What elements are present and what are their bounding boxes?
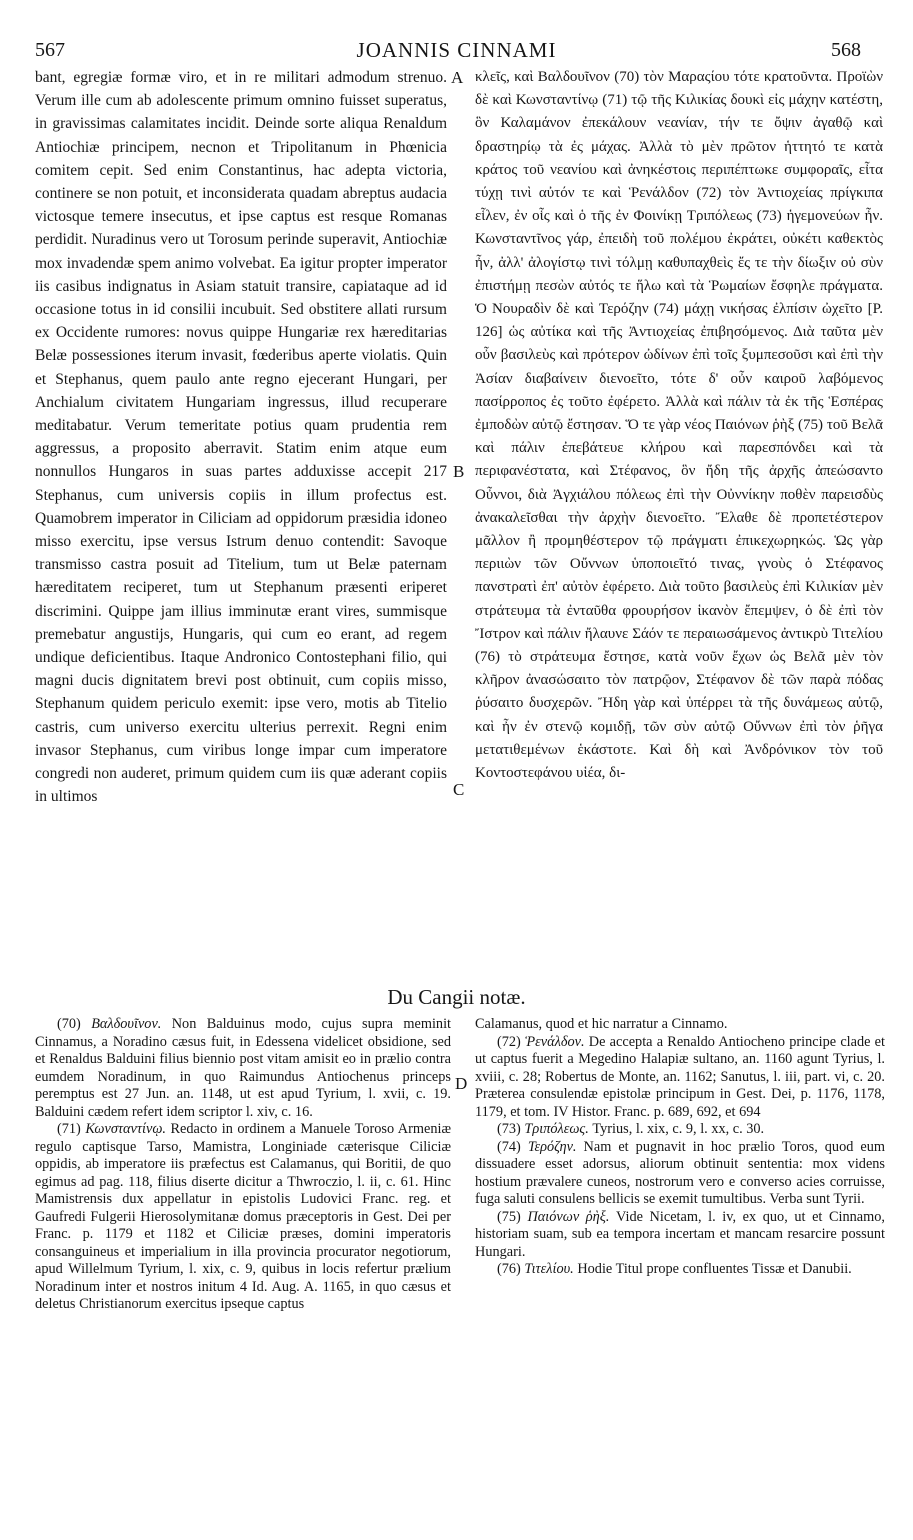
running-title: JOANNIS CINNAMI: [356, 38, 557, 62]
note-text: Redacto in ordinem a Manuele Toroso Armeniæ regulo captisque Tarso, Mamistra, Longiniade cæterisque Ciliciæ oppidis, ab imperatore iis præfectus est Calamanus, qui Boritii, de quo egimus ad pag. 118, filius diserte dicitur a Thwroczio, l. ii, c. 61. Hinc Mamistrensis dux appellatur in epistolis Ludovici Franc. reg. et Gaufredi Fulgerii Hierosolymitanæ domus præceptoris in Gest. Dei per Franc. p. 1179 et 1182 et Ciliciæ præses, domini imperatoris consanguineus et imperialium in illa provincia procurator negotiorum, apud Willelmum Tyrium, l. xix, c. 9, quibus in locis refertur prælium Noradinum inter et nostros initum 4 Id. Aug. A. 1165, in quo cæsus et deletus Christianorum exercitus ipseque captus: [35, 1121, 451, 1312]
note-70: [35, 1016, 451, 1121]
note-number: (72): [497, 1033, 521, 1050]
note-72: [475, 1034, 885, 1122]
note-text: Tyrius, l. xix, c. 9, l. xx, c. 30.: [592, 1121, 765, 1137]
note-number: (73): [497, 1121, 521, 1137]
note-lemma: Τιτελίου.: [524, 1261, 574, 1277]
note-text: Hodie Titul prope confluentes Tissæ et Danubii.: [577, 1261, 852, 1277]
note-number: (74): [497, 1138, 521, 1155]
greek-text-column: [475, 66, 883, 785]
note-text: De accepta a Renaldo Antiocheno principe clade et ut captus fuerit a Megedino Halapiæ sultano, an. 1160 agunt Tyrius, l. xviii, c. 28; Robertus de Monte, an. 1162; Sanutus, l. iii, part. vi, c. 20. Præterea consulendæ epistolæ principum in Gest. Dei, p. 1176, 1178, 1179, et tom. IV Histor. Franc. p. 689, 692, et 694: [475, 1033, 885, 1120]
greek-text: κλεῖς, καὶ Βαλδουῖνον (70) τὸν Μαραςίου τότε κρατοῦντα. Προϊὼν δὲ καὶ Κωνσταντίνῳ (71) τῷ τῆς Κιλικίας δουκὶ εἰς μάχην κατέστη, ὃν Καλαμάνον ἐπεκάλουν νεανίαν, τήν τε ὄψιν ἀγαθῷ καὶ δραστηρίῳ τὰ ἐς μάχας. Ἀλλὰ τὸ μὲν πρῶτον ἡττητό τε κατὰ κράτος τοῦ νεανίου καὶ ἀνηκέστοις περιπέπτωκε συμφοραῖς, εἶτα τύχῃ τινὶ αὐτόν τε καὶ Ῥενάλδον (72) τὸν Ἀντιοχείας πρίγκιπα εἷλεν, ἐν οἷς καὶ ὁ τῆς ἐν Φοινίκῃ Τριπόλεως (73) ἡγεμονεύων ἦν. Κωνσταντῖνος γάρ, ἐπειδὴ τοῦ πολέμου ἐκράτει, οὐκέτι καθεκτὸς ἦν, ἀλλ' ἀλογίστῳ τινὶ τόλμῃ καθυπαχθεὶς ἔς τε τὴν δίωξιν οὐ σὺν ἐπιστήμῃ πεσὼν αὐτός τε ἥλω καὶ τὰ Ῥωμαίων ἔσφηλε πράγματα. Ὁ Νουραδὶν δὲ καὶ Τερόζην (74) μάχῃ νικήσας ἐλπίσιν ὠχεῖτο [P. 126] ὡς αὐτίκα καὶ τῆς Ἀντιοχείας ἐπιβησόμενος. Διὰ ταῦτα μὲν οὖν βασιλεὺς καὶ πρότερον ὠδίνων ἐπὶ τοῖς ξυμπεσοῦσι καὶ ἐπὶ τὴν Ἀσίαν διαβαίνειν διενοεῖτο, τότε δ' οὖν καιροῦ λαβόμενος πασίρροπος ἐς τοῦτο ἐφέρετο. Ἀλλὰ καὶ πάλιν τὰ ἐκ τῆς Ἑσπέρας ἐμποδὼν αὐτῷ ἔστησαν. Ὅ τε γὰρ νέος Παιόνων ῥὴξ (75) τοῦ Βελᾶ καὶ πάλιν ἐπεβάτευε κλήρου καὶ παρεσπόνδει καὶ τὰ περιφανέστατα, καὶ Στέφανος, ὃν ἤδη τῆς ἀρχῆς ἀπεώσαντο Οὖννοι, διὰ Ἀγχιάλου πόλεως ἐπὶ τὴν Οὐννίκην ποθὲν παρεισδὺς ἀνακαλεῖσθαι τὴν ἀρχὴν διενοεῖτο. Ἔλαθε δὲ προπετέστερον μᾶλλον ἢ προμηθέστερον τῷ πράγματι ἐπικεχωρηκώς. Ὡς γὰρ περιιὼν τῶν Οὔννων ὑποποιεῖτό τινας, γνοὺς ὁ Στέφανος πανστρατὶ ἐπ' αὐτὸν ἐφέρετο. Διὰ τοῦτο βασιλεὺς ἐπὶ Κιλικίαν μὲν στράτευμα τὰ ἐνταῦθα φρουρήσον ἱκανὸν ἔπεμψεν, ὁ δὲ ἐπὶ τὸν Ἴστρον καὶ πάλιν ἤλαυνε Σάόν τε περαιωσάμενος ἀντικρὺ Τιτελίου (76) τὸ στράτευμα ἔστησε, κατὰ νοῦν ἔχων ὡς Βελᾶ μὲν τὸν κλῆρον ἀνασώσαιτο τὸν πατρῷον, Στέφανον δὲ τῶν παρὰ πόδας ῥύσαιτο δυσχερῶν. Ἤδη γὰρ καὶ ὑπέρρει τὰ τῆς δυνάμεως αὐτῷ, καὶ ἦν ἐν στενῷ κομιδῇ, τῶν σὺν αὐτῷ Οὔννων ἐπὶ τὸν ῥῆγα μετατιθεμένων ἑκάστοτε. Καὶ δὴ καὶ Ἀνδρόνικον τὸν τοῦ Κοντοστεφάνου υἱέα, δι-: [475, 69, 883, 782]
note-lemma: Παιόνων ῥὴξ.: [527, 1208, 610, 1225]
note-number: (75): [497, 1208, 521, 1225]
note-75: [475, 1209, 885, 1262]
note-73: [475, 1121, 885, 1139]
note-lemma: Βαλδουῖνον.: [91, 1016, 162, 1032]
note-lemma: Τερόζην.: [527, 1138, 577, 1155]
note-71-continuation: [475, 1016, 885, 1034]
notes-left-column: [35, 1016, 451, 1314]
note-76: [475, 1261, 885, 1279]
note-text: Nam et pugnavit in hoc prælio Toros, quod eum dissuadere esset adorsus, aliorum obtinuit sententia: mox videns hostium prævalere cuneos, nostrorum vero e converso acies corruisse, fuga saluti consulens bellicis se exemit tumultibus. Verba sunt Tyrii.: [475, 1138, 885, 1207]
page-number-left: 567: [35, 39, 65, 61]
notes-right-column: [475, 1016, 885, 1279]
note-number: (71): [57, 1121, 81, 1137]
note-74: [475, 1139, 885, 1209]
note-lemma: Ῥενάλδον.: [525, 1033, 585, 1050]
notes-heading: Du Cangii notæ.: [387, 985, 526, 1009]
note-number: (76): [497, 1261, 521, 1277]
note-text: Vide Nicetam, l. iv, ex quo, ut et Cinnamo, historiam suam, sub ea tempora incertam et mancam resarcire possunt Hungari.: [475, 1208, 885, 1260]
latin-translation-column: [35, 66, 447, 809]
note-text: Calamanus, quod et hic narratur a Cinnamo.: [475, 1016, 728, 1032]
latin-text: bant, egregiæ formæ viro, et in re militari admodum strenuo. Verum ille cum ab adolescente primum omnino fuisset superatus, in gravissimas calamitates incidit. Deinde sorte aliqua Renaldum Antiochiæ principem, necnon et Tripolitanum in Phœnicia comitem cepit. Sed enim Constantinus, hac adepta victoria, continere se non potuit, et inconsiderata quadam abreptus audacia victosque temere insecutus, et ipse captus est resque Romanas perdidit. Nuradinus vero ut Torosum perinde superavit, Antiochiæ mox invadendæ spem animo volvebat. Ea igitur propter imperator iis casibus indignatus in Asiam statuit transire, capiataque ad id occasione totus in id consilii incubuit. Sed obstitere allati rursum ex Occidente rumores: novus quippe Hungariæ rex hæreditarias Belæ possessiones iterum invasit, fœderibus aperte violatis. Quin et Stephanus, quem paulo ante regno ejecerant Hungari, per Anchialum civitatem Hungariam ingressus, illud recuperare meditabatur. Verum temeritate potius quam prudentia rem aggressus, a proposito aberravit. Statim enim atque eum nonnullos Hungaros in suas partes adduxisse accepit 217 Stephanus, cum universis copiis in illum profectus est. Quamobrem imperator in Ciliciam ad oppidorum præsidia idoneo misso exercitu, ipse versus Istrum denuo contendit: Savoque transmisso castra posuit ad Titelium, tum ut Belæ paternam hæreditatem reciperet, tum ut Stephanum præsenti eriperet discrimini. Quippe jam illius imminutæ erant vires, summisque premebatur angustijs, Hungaris, qui cum eo erant, ad regem undique deficientibus. Itaque Andronico Contostephani filio, qui magni ducis dignitatem brevi post obtinuit, cum copiis misso, Stephanum quidem periculo exemit: ipse vero, motis ab Titelio castris, cum universo exercitu ulterius perrexit. Regni enim invasor Stephanus, cum viribus longe impar cum imperatore congredi non auderet, primum quidem cum iis quæ aderant copiis in ultimos: [35, 69, 447, 806]
page-number-right: 568: [831, 39, 861, 61]
margin-marker-a: A: [451, 68, 464, 87]
margin-marker-b: B: [453, 462, 465, 481]
margin-marker-c: C: [453, 780, 465, 799]
note-lemma: Κωνσταντίνῳ.: [85, 1121, 166, 1137]
note-number: (70): [57, 1016, 81, 1032]
note-lemma: Τριπόλεως.: [524, 1121, 589, 1137]
note-71: [35, 1121, 451, 1314]
note-text: Non Balduinus modo, cujus supra meminit Cinnamus, a Noradino cæsus fuit, in Edessena videlicet obsidione, sed et Renaldus Balduini filius biennio post vitam amisit eo in prælio contra eumdem Noradinum, in quo Raimundus Antiochenus princeps peremptus est 27 Jun. an. 1148, ut est apud Tyrium, l. xvii, c. 19. Balduini cædem refert idem scriptor l. xiv, c. 16.: [35, 1016, 451, 1120]
margin-marker-d: D: [455, 1074, 468, 1093]
